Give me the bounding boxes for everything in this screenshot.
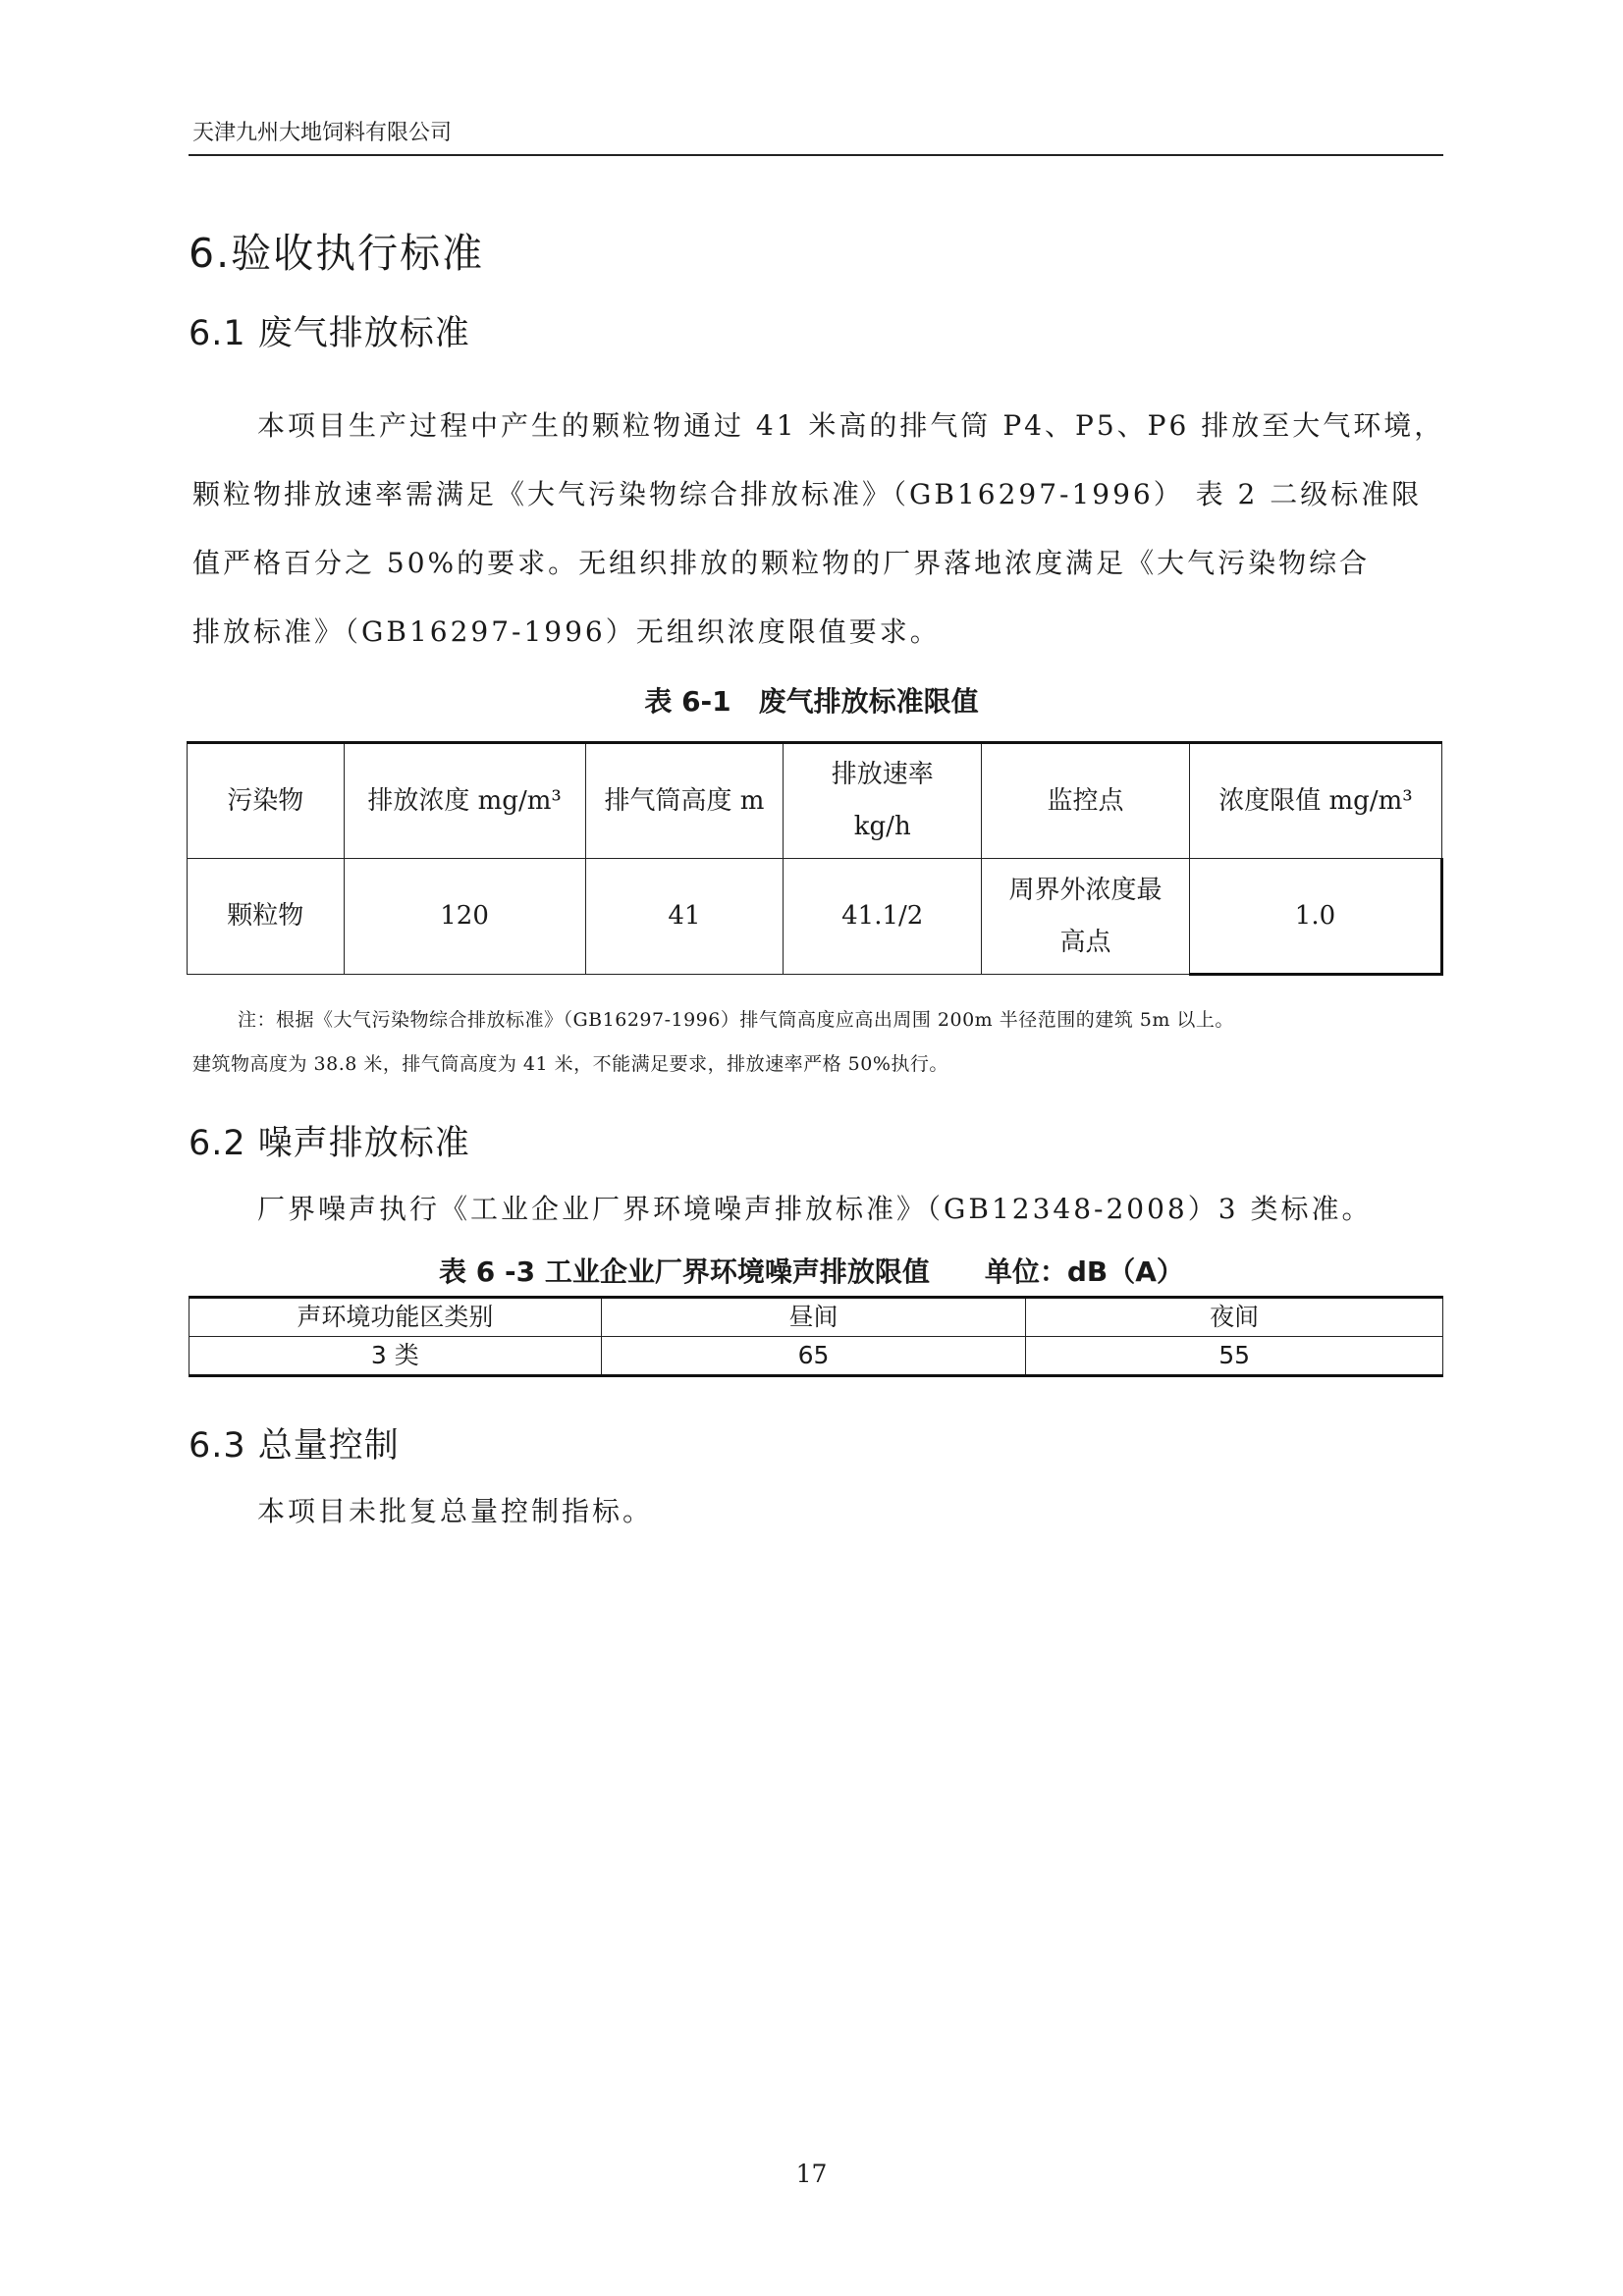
cell-emission-rate: 41.1/2	[784, 859, 982, 975]
cell-daytime: 65	[601, 1337, 1026, 1376]
running-header: 天津九州大地饲料有限公司	[192, 121, 453, 145]
total-control-line: 本项目未批复总量控制指标。	[257, 1495, 654, 1527]
table-note-line-1: 注：根据《大气污染物综合排放标准》（GB16297-1996）排气筒高度应高出周围 200m 半径范围的建筑 5m 以上。	[238, 1009, 1234, 1031]
section-6-1-title: 6.1 废气排放标准	[189, 314, 470, 353]
cell-stack-height: 41	[585, 859, 784, 975]
header-rule	[189, 154, 1443, 156]
table-6-3-caption: 表 6 -3 工业企业厂界环境噪声排放限值 单位：dB（A）	[439, 1255, 1184, 1288]
section-6-title: 6.验收执行标准	[189, 230, 485, 277]
table-note-line-2: 建筑物高度为 38.8 米，排气筒高度为 41 米，不能满足要求，排放速率严格 50%执行。	[192, 1053, 948, 1075]
paragraph-line-1: 本项目生产过程中产生的颗粒物通过 41 米高的排气筒 P4、P5、P6 排放至大气环境，	[257, 409, 1445, 442]
header-zone-category: 声环境功能区类别	[189, 1298, 602, 1337]
cell-monitoring-point-line1: 周界外浓度最	[1008, 875, 1163, 905]
emission-standard-table	[187, 741, 1443, 976]
cell-concentration: 120	[344, 859, 585, 975]
section-6-2-title: 6.2 噪声排放标准	[189, 1124, 470, 1163]
cell-monitoring-point-line2: 高点	[1059, 927, 1111, 957]
page-number: 17	[795, 2160, 828, 2188]
header-emission-rate-line1: 排放速率	[831, 760, 934, 789]
table-row	[189, 1337, 1443, 1376]
cell-zone-category: 3 类	[189, 1337, 602, 1376]
cell-nighttime: 55	[1026, 1337, 1443, 1376]
paragraph-line-2: 颗粒物排放速率需满足《大气污染物综合排放标准》（GB16297-1996） 表 2 二级标准限	[192, 478, 1423, 510]
header-pollutant: 污染物	[188, 743, 345, 859]
noise-limit-table	[189, 1296, 1443, 1377]
cell-monitoring-point	[982, 859, 1190, 975]
header-concentration-limit: 浓度限值 mg/m³	[1189, 743, 1441, 859]
table-6-1-caption: 表 6-1 废气排放标准限值	[644, 685, 979, 718]
header-nighttime: 夜间	[1026, 1298, 1443, 1337]
header-emission-rate	[784, 743, 982, 859]
noise-standard-line: 厂界噪声执行《工业企业厂界环境噪声排放标准》（GB12348-2008）3 类标准。	[257, 1193, 1373, 1225]
cell-pollutant: 颗粒物	[188, 859, 345, 975]
paragraph-line-4: 排放标准》（GB16297-1996）无组织浓度限值要求。	[192, 615, 941, 648]
header-stack-height: 排气筒高度 m	[585, 743, 784, 859]
paragraph-line-3: 值严格百分之 50%的要求。无组织排放的颗粒物的厂界落地浓度满足《大气污染物综合	[192, 547, 1371, 579]
table-row	[188, 859, 1442, 975]
header-emission-rate-unit: kg/h	[853, 812, 911, 841]
table-header-row	[188, 743, 1442, 859]
header-daytime: 昼间	[601, 1298, 1026, 1337]
header-concentration: 排放浓度 mg/m³	[344, 743, 585, 859]
table-header-row	[189, 1298, 1443, 1337]
header-monitoring-point: 监控点	[982, 743, 1190, 859]
section-6-3-title: 6.3 总量控制	[189, 1426, 400, 1466]
cell-concentration-limit: 1.0	[1189, 859, 1441, 975]
